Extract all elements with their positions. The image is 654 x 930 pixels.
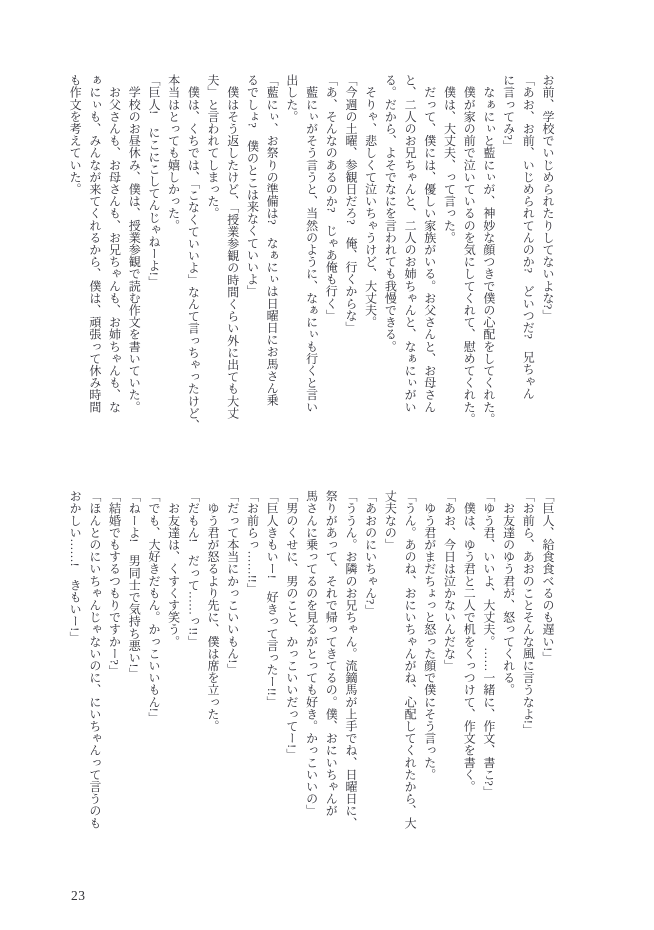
text-line: 「でも、大好きだもん。かっこいいもん!」: [146, 490, 161, 724]
text-line: 僕はそう返したけど、「授業参観の時間くらい外に出ても大丈: [225, 74, 240, 419]
text-line: 僕は、くちでは、「こなくていいよ」なんて言っちゃったけど、: [186, 74, 201, 431]
text-line: 「ねーよ! 男同士で気持ち悪い!」: [127, 490, 142, 680]
text-line: 「うん。あのね、おにいちゃんがね、心配してくれたから、大: [403, 490, 418, 829]
text-line: と、二人のお兄ちゃんと、二人のお姉ちゃんと、なぁにぃがい: [403, 74, 418, 413]
text-line: るでしょ? 僕のとこは来なくていいよ」: [245, 74, 260, 298]
text-line: 祭りがあって、それで帰ってきてるの。僕、おにいちゃんが: [324, 490, 339, 817]
text-line: 「あおのにいちゃん?」: [363, 490, 378, 617]
text-line: 「あお、今日は泣かないんだな」: [442, 490, 457, 672]
text-line: も作文を考えていた。: [68, 74, 83, 195]
text-line: お前、学校でいじめられたりしてないよな?」: [541, 74, 555, 322]
text-line: 僕が家の前で泣いているのを気にしてくれて、慰めてくれた。: [462, 74, 477, 425]
text-line: に言ってみ?」: [501, 74, 516, 153]
text-line: 「ううん。お隣のお兄ちゃん。流鏑馬が上手でね、日曜日に、: [343, 490, 358, 829]
text-line: 「あ、そんなのあるのか? じゃあ俺も行く」: [324, 74, 339, 322]
text-line: 出した。: [284, 74, 299, 123]
story-text-block-bottom: [64, 490, 557, 894]
text-line: お父さんも、お母さんも、お兄ちゃんも、お姉ちゃんも、な: [107, 74, 122, 413]
text-line: 「だって本当にかっこいいもん!」: [225, 490, 240, 676]
text-line: 学校のお昼休み、僕は、授業参観で読む作文を書いていた。: [127, 74, 142, 413]
story-text-block-top: [64, 74, 557, 478]
text-line: 「お前ら、あおのことそんな風に言うなよ!」: [521, 490, 536, 737]
text-line: 馬さんに乗ってるのを見るがとっても好き。かっこいいの」: [304, 490, 319, 817]
text-line: おかしい……! きもいー!」: [68, 490, 83, 644]
text-line: ゆう君がまだちょっと怒った顔で僕にそう言った。: [422, 490, 437, 781]
text-line: 本当はとっても嬉しかった。: [166, 74, 181, 232]
text-line: る。だから、よそでなにを言われても我慢できる。: [383, 74, 398, 353]
text-line: 僕は、ゆう君と二人で机をくっつけて、作文を書く。: [462, 490, 477, 793]
text-line: 「男のくせに、男のこと、かっこいいだってー!」: [284, 490, 299, 761]
text-line: 「ゆう君、いいよ、大丈夫。……一緒に、作文、書こ?」: [481, 490, 496, 798]
text-line: 「巨人、給食食べるのも遅い!」: [541, 490, 555, 664]
text-line: 「お前らっ……!!」: [245, 490, 260, 595]
text-line: だって、僕には、優しい家族がいる。お父さんと、お母さん: [422, 74, 437, 413]
text-line: 僕は、大丈夫、って言った。: [442, 74, 457, 244]
text-line: 「あお、お前、いじめられてんのか? どいつだ? 兄ちゃん: [521, 74, 536, 400]
text-line: そりゃ、悲しくて泣いちゃうけど、大丈夫。: [363, 74, 378, 329]
text-line: なぁにぃと藍にぃが、神妙な顔つきで僕の心配をしてくれた。: [481, 74, 496, 425]
text-line: お友達のゆう君が、怒ってくれる。: [501, 490, 516, 696]
text-line: ゆう君が怒るより先に、僕は席を立った。: [206, 490, 221, 732]
text-line: 「巨人! にこにこしてんじゃねーよ!」: [146, 74, 161, 288]
text-line: 「ほんとのにいちゃんじゃないのに、にいちゃんって言うのも: [87, 490, 102, 829]
text-line: 「だもん! だって……っ!!」: [186, 490, 201, 648]
text-line: 「藍にぃ、お祭りの準備は? なぁにぃは日曜日にお馬さん乗: [265, 74, 280, 407]
page-number: 23: [71, 888, 86, 903]
text-line: 夫」と言われてしまった。: [206, 74, 221, 220]
text-line: お友達は、くすくす笑う。: [166, 490, 181, 648]
text-line: 丈夫なの」: [383, 490, 398, 551]
text-line: 藍にぃがそう言うと、当然のように、なぁにぃも行くと言い: [304, 74, 319, 413]
text-line: 「今週の土曜、参観日だろ? 俺、行くからな」: [343, 74, 358, 334]
text-line: 「巨人きもいー! 好きって言ったー!!」: [265, 490, 280, 708]
text-line: ぁにぃも、みんなが来てくれるから、僕は、頑張って休み時間: [87, 74, 102, 413]
text-line: 「結婚でもするつもりですかー?」: [107, 490, 122, 677]
